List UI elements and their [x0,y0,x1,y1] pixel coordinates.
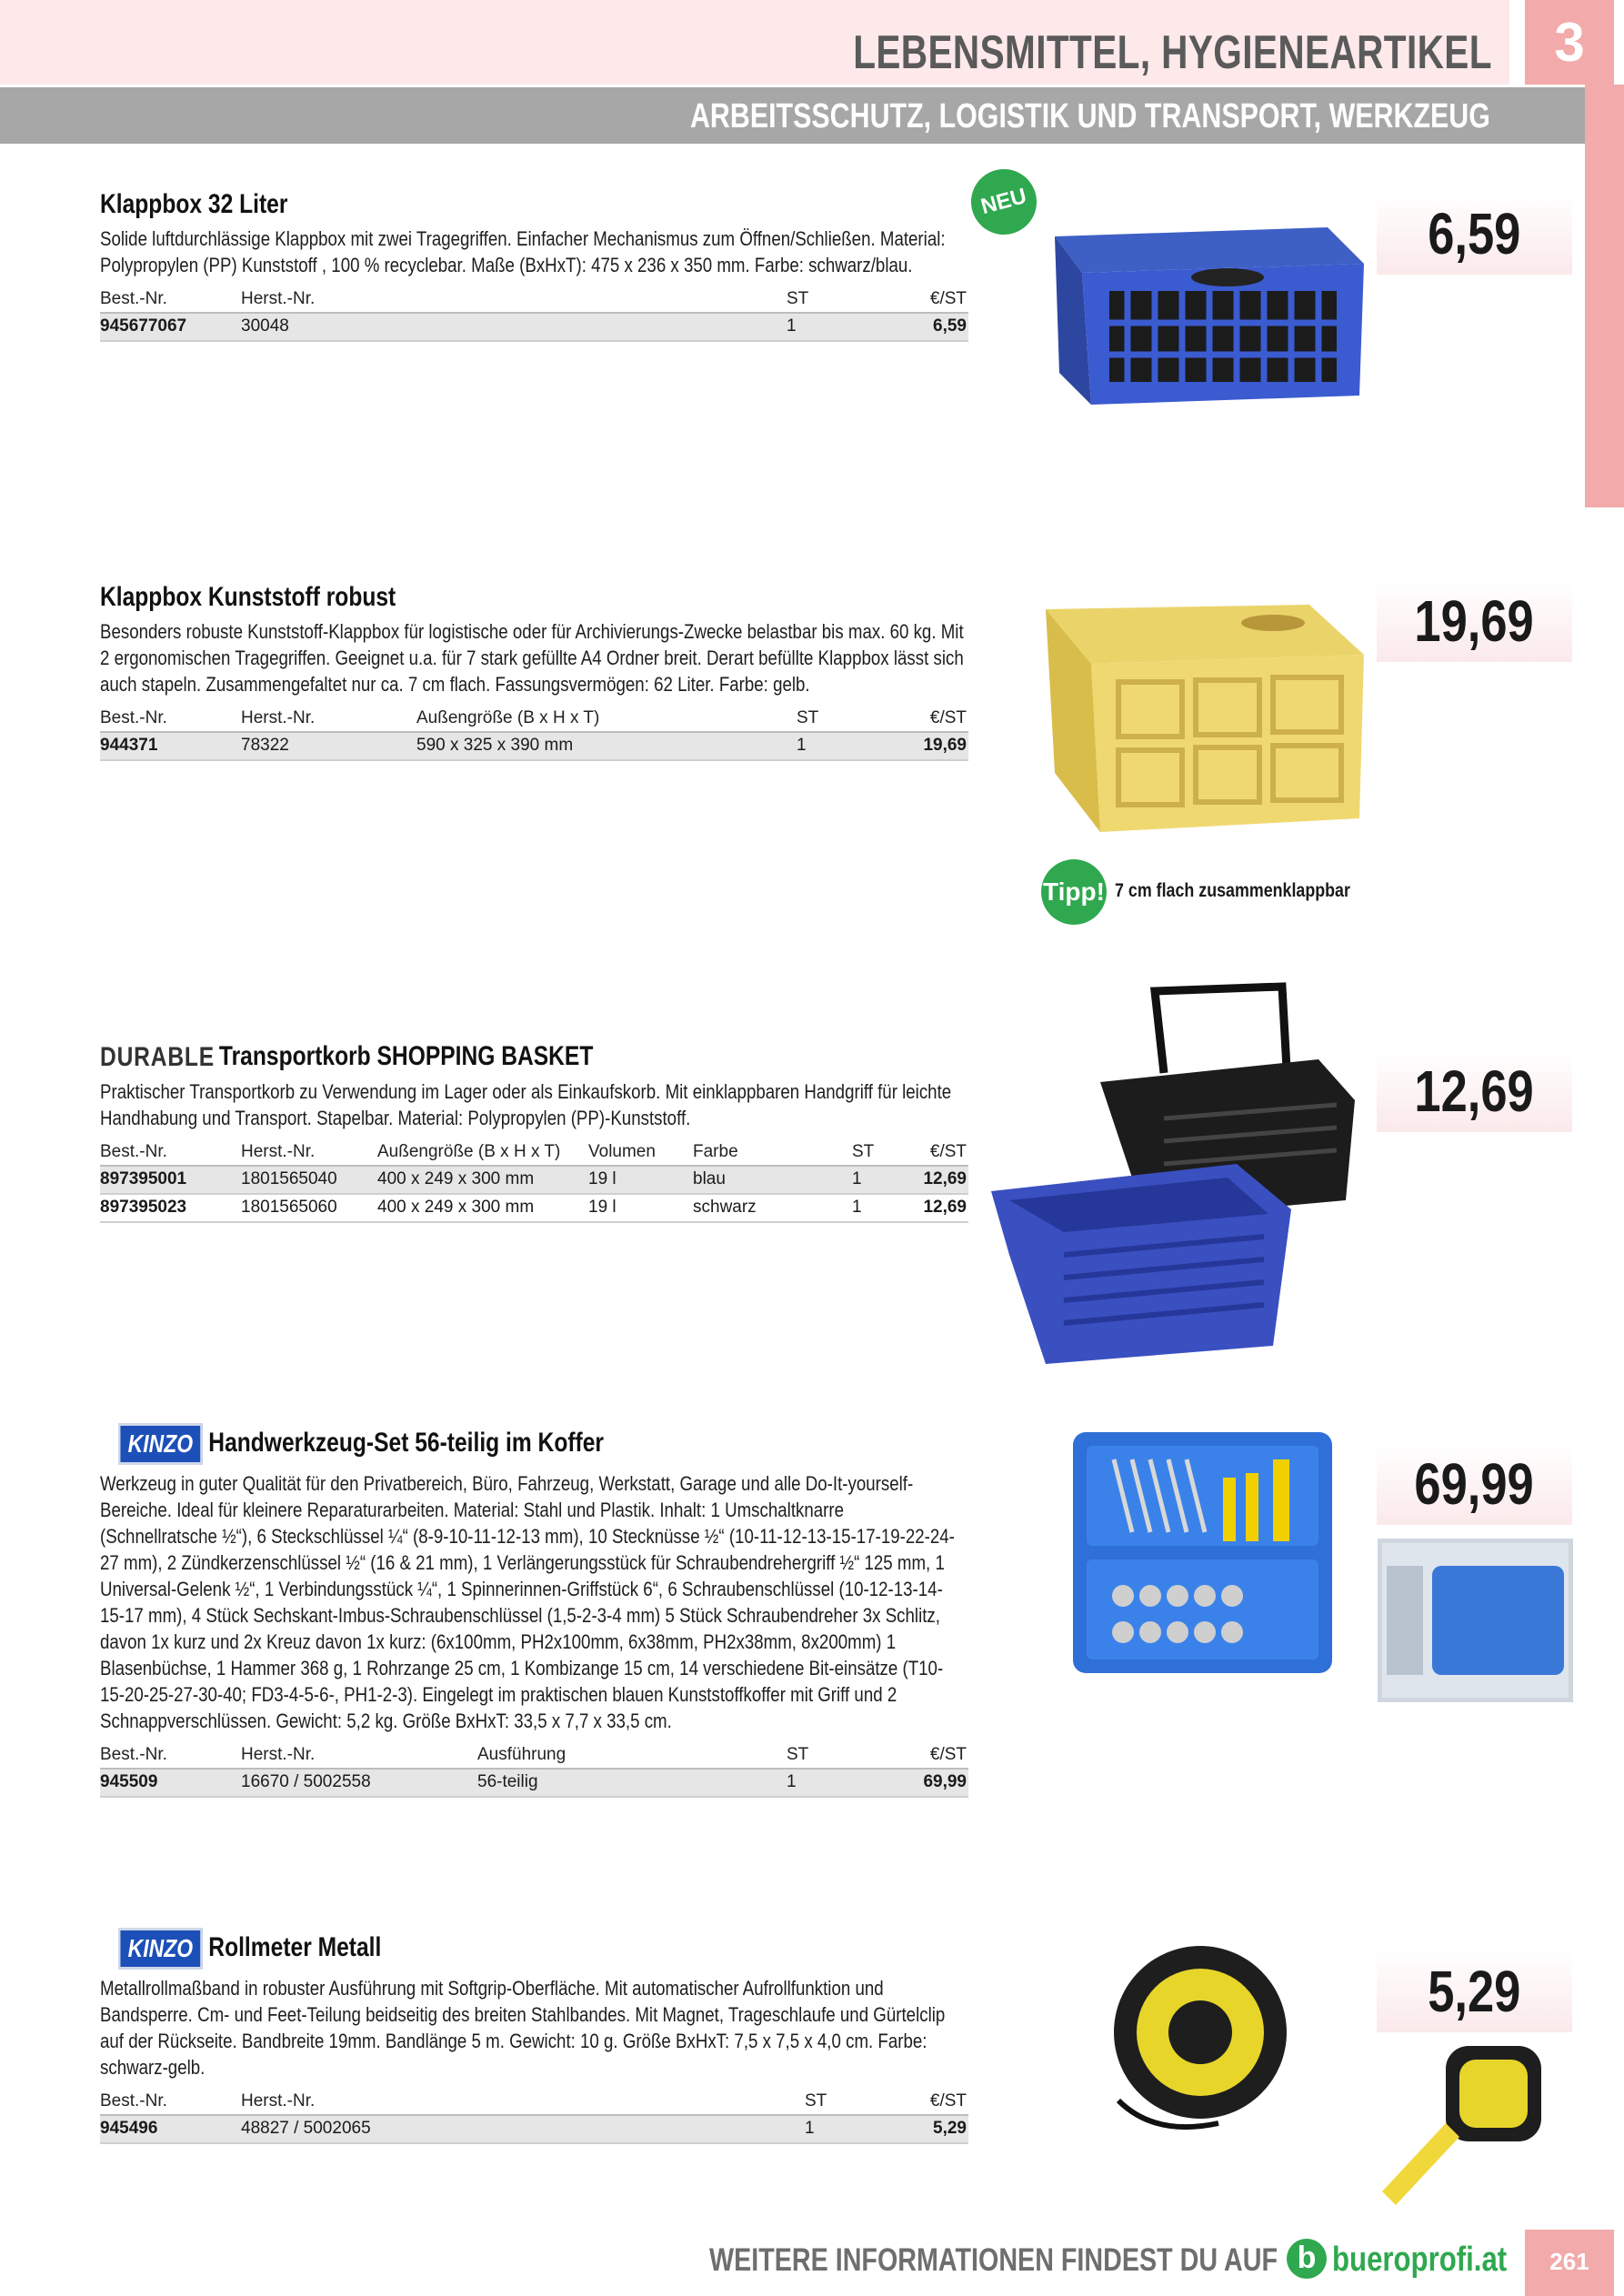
table-row [100,1166,968,1194]
cell: 1 [852,1166,907,1194]
cell: 944371 [100,732,241,760]
side-register-tab [1585,85,1624,507]
product-description: Praktischer Transportkorb zu Verwendung im Lager oder als Einkaufskorb. Mit einklappbaren Handgriff für leichte Handhabung und Transport. Stapelbar. Material: Polypropylen (PP)-Kunststoff. [100,1080,952,1130]
col-header: Herst.-Nr. [241,2090,805,2115]
col-header: Herst.-Nr. [241,1743,477,1769]
cell: 19 l [588,1166,693,1194]
brand-logo-kinzo: KINZO [118,1928,203,1970]
page-number: 261 [1549,2248,1589,2275]
col-header: Außengröße (B x H x T) [377,1140,588,1166]
brand-logo-kinzo: KINZO [118,1423,203,1465]
table-row [100,1194,968,1222]
col-header: ST [805,2090,896,2115]
col-header: ST [852,1140,907,1166]
product-description: Werkzeug in guter Qualität für den Privatbereich, Büro, Fahrzeug, Werkstatt, Garage und alle Do-It-yourself-Bereiche. Ideal für kleinere Reparaturarbeiten. Material: Stahl und Plastik. Inhalt: 1 Umschaltknarre (Schnellratsche ½“), 6 Steckschlüssel ¼“ (8-9-10-11-12-13 mm), 10 Stecknüsse ½“ (10-11-12-13-15-17-19-22-24-27 mm), 2 Zündkerzenschlüssel ½“ (16 & 21 mm), 1 Verlängerungsstück für Schraubendrehergriff ½“ 125 mm, 1 Universal-Gelenk ½“, 1 Verbindungsstück ¼“, 1 Spinnerinnen-Griffstück 6“, 6 Schraubenschlüssel (10-12-13-14-15-17 mm), 4 Stück Sechskant-Imbus-Schraubenschlüssel (1,5-2-3-4 mm) 5 Stück Schraubendreher 3x Schlitz, davon 1x kurz und 2x Kreuz davon 1x kurz: (6x100mm, PH2x100mm, 6x38mm, PH2x38mm, 8x200mm) 1 Blasenbüchse, 1 Hammer 368 g, 1 Rohrzange 25 cm, 1 Kombizange 15 cm, 14 verschiedene Bit-einsätze (T10-15-20-25-27-30-40; FD3-4-5-6-, PH1-2-3). Eingelegt im praktischen blauen Kunststoffkoffer mit Griff und 2 Schnappverschlüssen. Gewicht: 5,2 kg. Größe BxHxT: 33,5 x 7,7 x 33,5 cm. [100,1472,955,1732]
col-header: €/ST [877,1743,968,1769]
new-badge: NEU [964,162,1044,242]
tip-badge: Tipp! [1041,859,1107,925]
cell: 590 x 325 x 390 mm [416,732,797,760]
brand-logo-durable: DURABLE [100,1042,216,1073]
table-row [100,1769,968,1797]
col-header: Herst.-Nr. [241,1140,377,1166]
col-header: Farbe [693,1140,852,1166]
product-image-werkzeugset [1068,1423,1341,1687]
col-header: Volumen [588,1140,693,1166]
product-table [100,707,968,761]
product-table [100,287,968,342]
chapter-number: 3 [1554,12,1585,73]
col-header: Best.-Nr. [100,1743,241,1769]
cell: schwarz [693,1194,852,1222]
col-header: €/ST [896,2090,968,2115]
cell: 19 l [588,1194,693,1222]
cell: 1 [805,2115,896,2143]
table-row [100,313,968,341]
price-box [1377,1950,1572,2032]
price: 5,29 [1428,1959,1521,2024]
page-subtitle: ARBEITSSCHUTZ, LOGISTIK UND TRANSPORT, WERKZEUG [690,97,1490,135]
product-rollmeter [100,1928,968,2144]
col-header: Best.-Nr. [100,707,241,732]
cell: 400 x 249 x 300 mm [377,1166,588,1194]
cell: 19,69 [887,732,968,760]
cell: 6,59 [877,313,968,341]
product-transportkorb [100,1041,968,1223]
col-header: ST [797,707,887,732]
product-table [100,2090,968,2144]
cell: 945496 [100,2115,241,2143]
cell: 945677067 [100,313,241,341]
chapter-tab [1525,0,1614,85]
product-klappbox-robust [100,582,968,761]
col-header: Herst.-Nr. [241,707,416,732]
product-description: Besonders robuste Kunststoff-Klappbox für logistische oder für Archivierungs-Zwecke belastbar bis max. 60 kg. Mit 2 ergonomischen Tragegriffen. Geeignet u.a. für 7 stark gefüllte A4 Ordner breit. Derart befüllte Klappbox lässt sich auch stapeln. Zusammengefaltet nur ca. 7 cm flach. Fassungsvermögen: 62 Liter. Farbe: gelb. [100,620,964,696]
product-description: Metallrollmaßband in robuster Ausführung mit Softgrip-Oberfläche. Mit automatischer Aufrollfunktion und Bandsperre. Cm- und Feet-Teilung beidseitig des breiten Stahlbandes. Mit Magnet, Trageschlaufe und Gürtelclip auf der Rückseite. Bandbreite 19mm. Bandlänge 5 m. Gewicht: 10 g. Größe BxHxT: 7,5 x 7,5 x 4,0 cm. Farbe: schwarz-gelb. [100,1977,946,2079]
cell: 1 [787,313,877,341]
cell: 69,99 [877,1769,968,1797]
cell: 945509 [100,1769,241,1797]
page-title: LEBENSMITTEL, HYGIENEARTIKEL [853,26,1492,79]
price: 6,59 [1428,201,1521,266]
footer-info-text: WEITERE INFORMATIONEN FINDEST DU AUF [709,2242,1278,2278]
col-header: Best.-Nr. [100,2090,241,2115]
page-number-tab [1525,2230,1614,2296]
cell: 12,69 [907,1194,968,1222]
table-row [100,2115,968,2143]
product-image-klappbox-32 [1028,209,1373,418]
cell: 78322 [241,732,416,760]
cell: 56-teilig [477,1769,787,1797]
price: 19,69 [1414,588,1535,654]
product-title: Rollmeter Metall [208,1931,382,1962]
cell: 1801565040 [241,1166,377,1194]
table-row [100,732,968,760]
product-image-rollmeter-small [1382,2037,1546,2210]
col-header: Außengröße (B x H x T) [416,707,797,732]
price-box [1377,1443,1572,1525]
col-header: ST [787,287,877,313]
col-header: €/ST [877,287,968,313]
product-table [100,1140,968,1223]
cell: 30048 [241,313,787,341]
col-header: ST [787,1743,877,1769]
cell: 897395023 [100,1194,241,1222]
col-header: €/ST [887,707,968,732]
bueroprofi-logo-icon: b [1287,2239,1327,2279]
col-header: €/ST [907,1140,968,1166]
cell: 48827 / 5002065 [241,2115,805,2143]
product-title: Transportkorb SHOPPING BASKET [218,1041,594,1071]
col-header: Best.-Nr. [100,1140,241,1166]
product-werkzeugset [100,1423,968,1798]
price-box [1377,580,1572,662]
cell: 1 [797,732,887,760]
product-description: Solide luftdurchlässige Klappbox mit zwei Tragegriffen. Einfacher Mechanismus zum Öffnen/Schließen. Material: Polypropylen (PP) Kunststoff , 100 % recyclebar. Maße (BxHxT): 475 x 236 x 350 mm. Farbe: schwarz/blau. [100,227,946,276]
cell: 16670 / 5002558 [241,1769,477,1797]
cell: 1801565060 [241,1194,377,1222]
product-packaging-image [1378,1539,1573,1702]
product-title: Klappbox 32 Liter [100,189,288,219]
cell: 897395001 [100,1166,241,1194]
cell: blau [693,1166,852,1194]
product-image-rollmeter-large [1100,1937,1300,2137]
product-table [100,1743,968,1798]
footer-website-link[interactable]: bueroprofi.at [1332,2241,1508,2279]
cell: 5,29 [896,2115,968,2143]
price-box [1377,1050,1572,1132]
col-header: Herst.-Nr. [241,287,787,313]
product-title: Klappbox Kunststoff robust [100,582,396,612]
col-header: Best.-Nr. [100,287,241,313]
price-box [1377,193,1572,275]
product-klappbox-32 [100,189,968,342]
cell: 1 [852,1194,907,1222]
price: 12,69 [1414,1058,1535,1124]
product-title: Handwerkzeug-Set 56-teilig im Koffer [208,1427,604,1458]
product-image-klappbox-robust [1037,591,1373,837]
price: 69,99 [1414,1451,1535,1517]
col-header: Ausführung [477,1743,787,1769]
cell: 12,69 [907,1166,968,1194]
product-image-transportkorb [991,982,1373,1373]
cell: 1 [787,1769,877,1797]
cell: 400 x 249 x 300 mm [377,1194,588,1222]
tip-text: 7 cm flach zusammenklappbar [1115,880,1350,901]
